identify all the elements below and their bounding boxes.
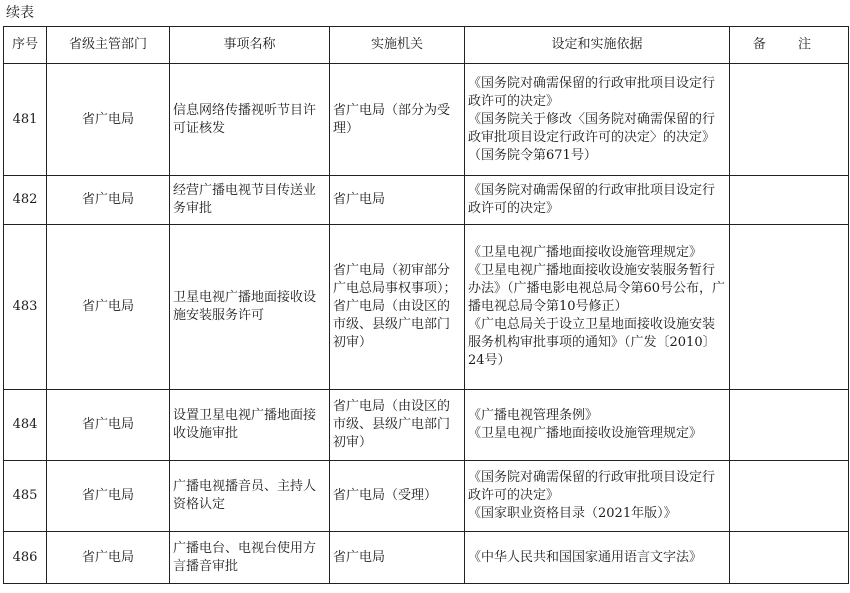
table-caption: 续表 (6, 5, 34, 21)
cell-agency: 省广电局 (330, 176, 465, 225)
cell-item: 卫星电视广播地面接收设施安装服务许可 (170, 225, 330, 390)
cell-basis: 《广播电视管理条例》 《卫星电视广播地面接收设施管理规定》 (465, 390, 730, 461)
header-agency: 实施机关 (330, 27, 465, 64)
cell-no: 484 (4, 390, 47, 461)
cell-item: 经营广播电视节目传送业务审批 (170, 176, 330, 225)
cell-note (730, 461, 849, 532)
cell-basis: 《中华人民共和国国家通用语言文字法》 (465, 532, 730, 584)
cell-agency: 省广电局（初审部分广电总局事权事项）；省广电局（由设区的市级、县级广电部门初审） (330, 225, 465, 390)
cell-no: 482 (4, 176, 47, 225)
cell-no: 486 (4, 532, 47, 584)
cell-dept: 省广电局 (47, 532, 170, 584)
cell-note (730, 532, 849, 584)
cell-item: 广播电台、电视台使用方言播音审批 (170, 532, 330, 584)
approval-items-table (3, 26, 849, 584)
table-header-row (4, 27, 849, 64)
cell-item: 设置卫星电视广播地面接收设施审批 (170, 390, 330, 461)
cell-note (730, 225, 849, 390)
table-row (4, 64, 849, 176)
cell-dept: 省广电局 (47, 176, 170, 225)
cell-agency: 省广电局（由设区的市级、县级广电部门初审） (330, 390, 465, 461)
cell-note (730, 390, 849, 461)
cell-note (730, 64, 849, 176)
cell-basis: 《卫星电视广播地面接收设施管理规定》 《卫星电视广播地面接收设施安装服务暂行办法》（广播电影电视总局令第60号公布，广播电视总局令第10号修正） 《广电总局关于设立卫星地面接收设施安装服务机构审批事项的通知》（广发〔2010〕24号） (465, 225, 730, 390)
cell-agency: 省广电局（受理） (330, 461, 465, 532)
header-note: 备 注 (730, 27, 849, 64)
table-row (4, 225, 849, 390)
cell-no: 485 (4, 461, 47, 532)
cell-agency: 省广电局 (330, 532, 465, 584)
cell-note (730, 176, 849, 225)
cell-dept: 省广电局 (47, 64, 170, 176)
cell-no: 483 (4, 225, 47, 390)
table-row (4, 390, 849, 461)
table-row (4, 176, 849, 225)
cell-item: 广播电视播音员、主持人资格认定 (170, 461, 330, 532)
header-no: 序号 (4, 27, 47, 64)
header-item: 事项名称 (170, 27, 330, 64)
header-basis: 设定和实施依据 (465, 27, 730, 64)
cell-item: 信息网络传播视听节目许可证核发 (170, 64, 330, 176)
cell-basis: 《国务院对确需保留的行政审批项目设定行政许可的决定》 (465, 176, 730, 225)
cell-dept: 省广电局 (47, 225, 170, 390)
cell-no: 481 (4, 64, 47, 176)
cell-basis: 《国务院对确需保留的行政审批项目设定行政许可的决定》 《国家职业资格目录（2021年版）》 (465, 461, 730, 532)
cell-dept: 省广电局 (47, 461, 170, 532)
header-dept: 省级主管部门 (47, 27, 170, 64)
table-row (4, 532, 849, 584)
cell-dept: 省广电局 (47, 390, 170, 461)
cell-agency: 省广电局（部分为受理） (330, 64, 465, 176)
cell-basis: 《国务院对确需保留的行政审批项目设定行政许可的决定》 《国务院关于修改〈国务院对确需保留的行政审批项目设定行政许可的决定〉的决定》（国务院令第671号） (465, 64, 730, 176)
table-row (4, 461, 849, 532)
